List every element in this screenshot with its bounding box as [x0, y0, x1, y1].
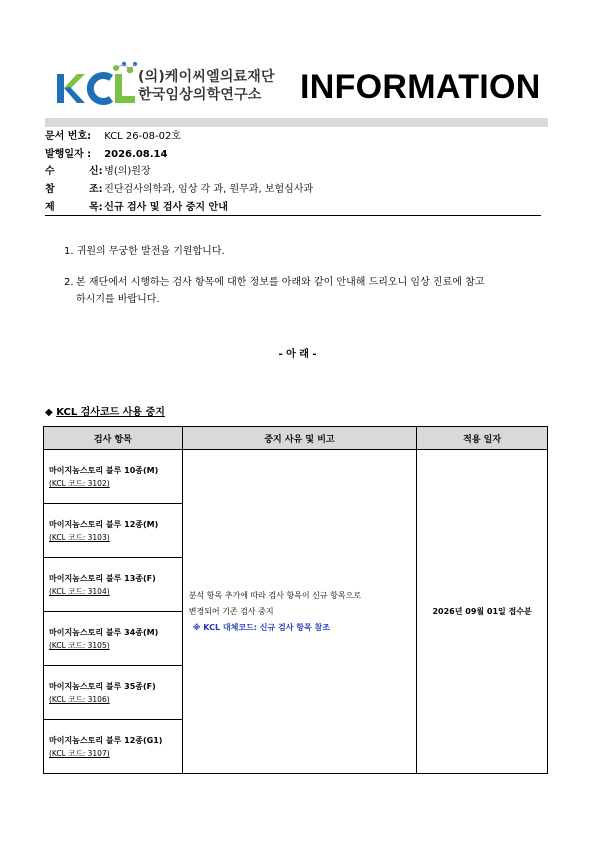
- section-heading: [45, 403, 165, 418]
- test-item-code: (KCL 코드: 3106): [49, 694, 110, 704]
- page-title: INFORMATION: [300, 68, 541, 106]
- test-item-name: 마이지놈스토리 블루 10종(M): [49, 465, 159, 475]
- issue-date-row: 발행일자 : 2026.08.14: [45, 148, 168, 160]
- subject-value: 신규 검사 및 검사 중지 안내: [104, 201, 228, 213]
- table-row: [44, 450, 548, 504]
- test-item-code: (KCL 코드: 3107): [49, 748, 110, 758]
- reason-line2: 변경되어 기존 검사 중지: [188, 606, 274, 616]
- recipient-row: 수 신: 병(의)원장: [45, 163, 313, 181]
- discontinued-tests-table: [43, 426, 548, 774]
- test-item-code: (KCL 코드: 3103): [49, 532, 110, 542]
- replacement-code-note: ※ KCL 대체코드: 신규 검사 항목 참조: [192, 622, 330, 632]
- recipient-label-b: 신: [89, 166, 99, 178]
- meta-divider: [45, 215, 541, 216]
- org-name-line2: 한국임상의학연구소: [138, 87, 262, 103]
- subject-row: 제 목: 신규 검사 및 검사 중지 안내: [45, 199, 313, 217]
- organization-name: [138, 68, 275, 104]
- doc-number-value: KCL 26-08-02호: [104, 131, 181, 142]
- test-item-name: 마이지놈스토리 블루 34종(M): [49, 627, 159, 637]
- reference-label-a: 참: [45, 184, 55, 196]
- col-header-test-item: 검사 항목: [44, 427, 183, 450]
- test-item-name: 마이지놈스토리 블루 12종(M): [49, 519, 159, 529]
- paragraph-2: [64, 274, 570, 308]
- subject-label-b: 목: [89, 201, 99, 213]
- test-item-cell: [44, 504, 183, 558]
- test-item-code: (KCL 코드: 3105): [49, 640, 110, 650]
- paragraph-2-line1: 본 재단에서 시행하는 검사 항목에 대한 정보를 아래와 같이 안내해 드리오니 임상 진료에 참고: [76, 277, 485, 288]
- paragraph-2-line2: 하시기를 바랍니다.: [76, 294, 160, 305]
- reference-label-b: 조: [89, 184, 99, 196]
- test-item-name: 마이지놈스토리 블루 35종(F): [49, 681, 156, 691]
- test-item-cell: [44, 558, 183, 612]
- recipient-value: 병(의)원장: [104, 166, 151, 178]
- header-divider-bar: [45, 118, 548, 127]
- below-heading: - 아 래 -: [278, 349, 317, 360]
- reason-cell: [182, 450, 417, 774]
- table-header-row: [44, 427, 548, 450]
- reference-value: 진단검사의학과, 임상 각 과, 원무과, 보험심사과: [104, 184, 314, 196]
- test-item-name: 마이지놈스토리 블루 12종(G1): [49, 735, 163, 745]
- paragraph-1: 1. 귀원의 무궁한 발전을 기원합니다.: [64, 246, 225, 257]
- test-item-name: 마이지놈스토리 블루 13종(F): [49, 573, 156, 583]
- col-header-reason: 중지 사유 및 비고: [182, 427, 417, 450]
- diamond-bullet-icon: ◆: [45, 407, 53, 418]
- org-name-line1: (의)케이씨엘의료재단: [138, 69, 275, 85]
- test-item-code: (KCL 코드: 3102): [49, 478, 110, 488]
- test-item-cell: [44, 720, 183, 774]
- subject-label-a: 제: [45, 201, 55, 213]
- section-title: KCL 검사코드 사용 중지: [56, 407, 165, 418]
- doc-number-label: 문서 번호: [45, 131, 88, 142]
- col-header-date: 적용 일자: [417, 427, 548, 450]
- recipient-label-a: 수: [45, 166, 55, 178]
- issue-date-value: 2026.08.14: [104, 148, 168, 160]
- issue-date-label: 발행일자: [45, 148, 84, 160]
- reference-row: 참 조: 진단검사의학과, 임상 각 과, 원무과, 보험심사과: [45, 181, 313, 199]
- test-item-cell: [44, 612, 183, 666]
- doc-number-row: 문서 번호: KCL 26-08-02호: [45, 131, 181, 142]
- effective-date-cell: 2026년 09월 01일 접수분: [417, 450, 548, 774]
- reason-line1: 분석 항목 추가에 따라 검사 항목이 신규 항목으로: [188, 590, 362, 600]
- test-item-cell: [44, 666, 183, 720]
- test-item-cell: [44, 450, 183, 504]
- paragraph-2-number: 2.: [64, 277, 74, 288]
- document-meta: [45, 128, 313, 217]
- test-item-code: (KCL 코드: 3104): [49, 586, 110, 596]
